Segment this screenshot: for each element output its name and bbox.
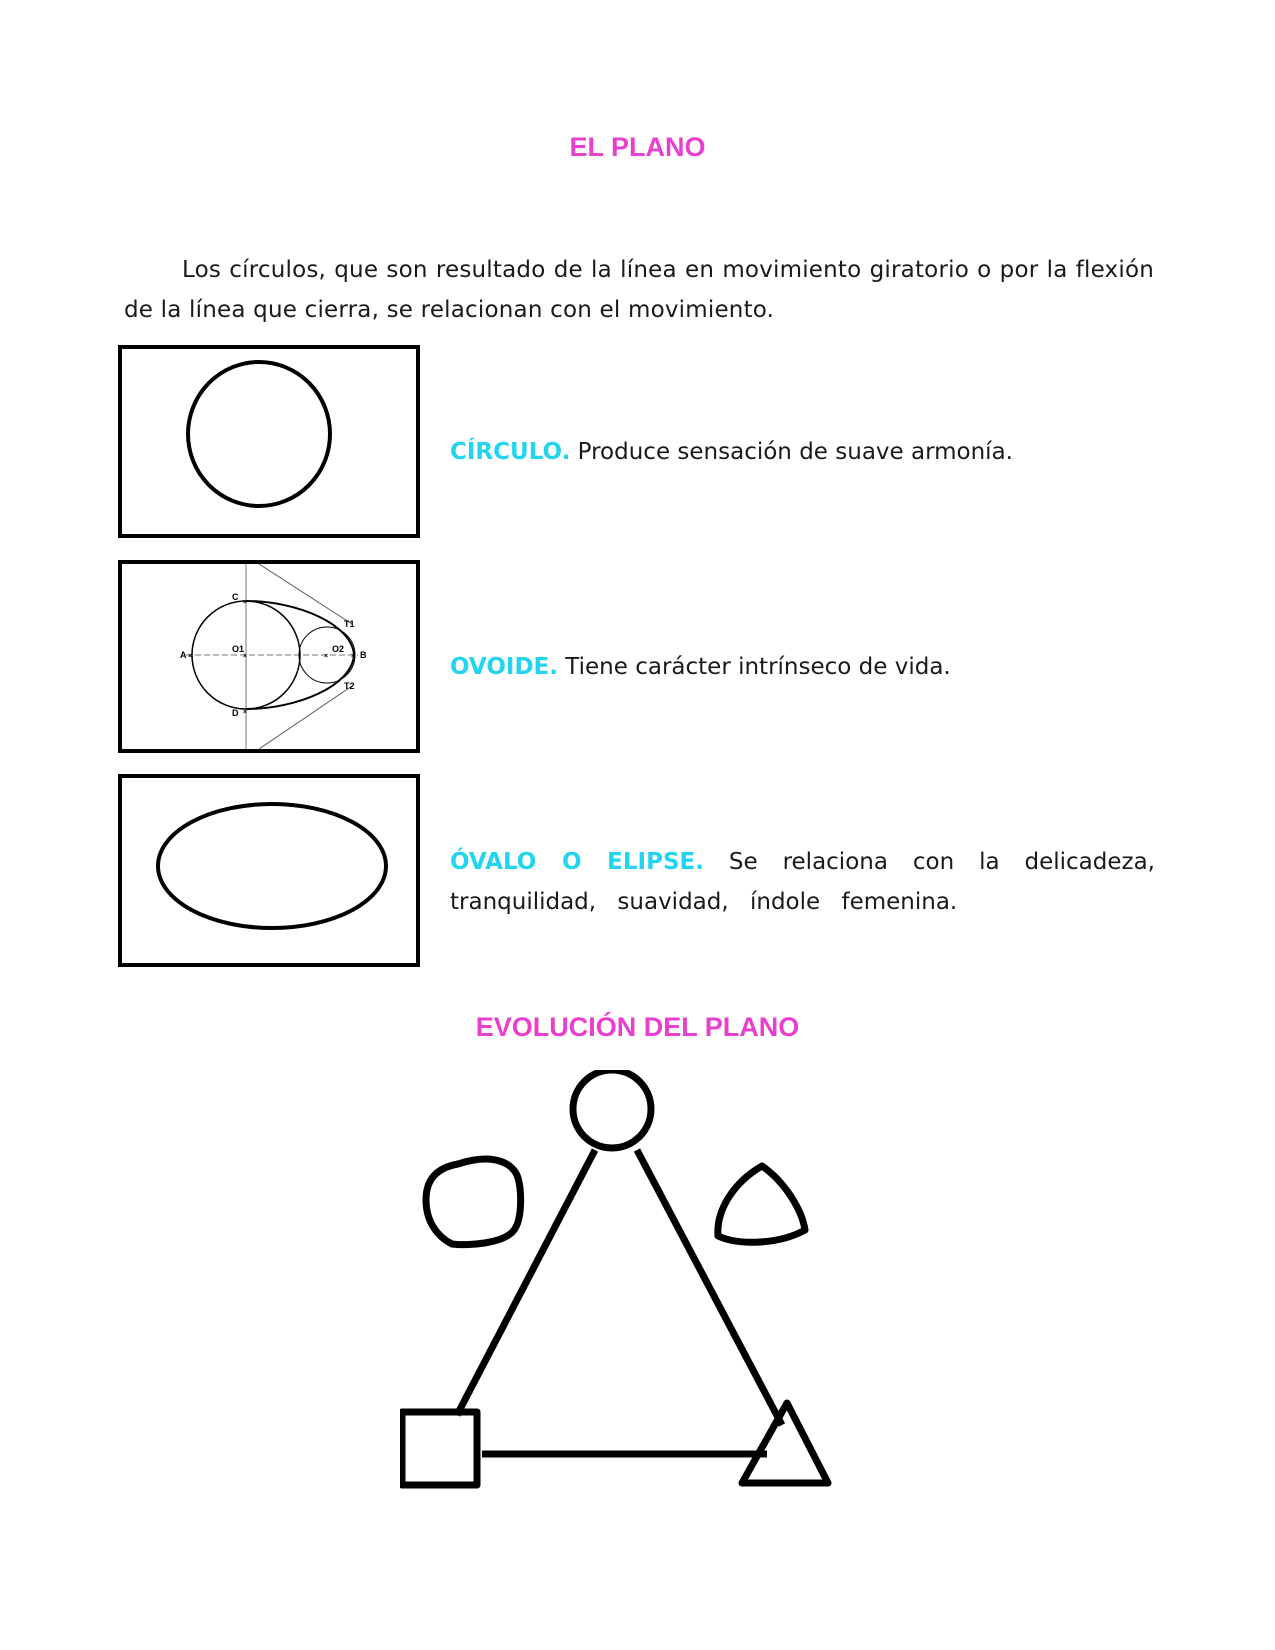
curved-triangle-shape [718, 1166, 805, 1242]
label-t2: T2 [344, 681, 355, 691]
top-circle [573, 1070, 651, 1148]
svg-text:×: × [324, 653, 329, 660]
triangle-left-side [457, 1150, 595, 1415]
label-c: C [232, 592, 239, 602]
ovoid-term: OVOIDE. [450, 654, 558, 680]
ovoid-construction-drawing [122, 564, 416, 749]
label-b: B [360, 650, 367, 660]
label-o2: O2 [332, 644, 345, 654]
circle-term: CÍRCULO. [450, 439, 571, 465]
ovoid-description [450, 647, 1155, 687]
svg-text:×: × [243, 653, 248, 660]
oval-text: Se relaciona con la delicadeza, tranquilidad, suavidad, índole femenina. [450, 849, 1155, 915]
triangle-right-side [637, 1150, 782, 1425]
oval-figure [118, 774, 420, 967]
label-t1: T1 [344, 619, 355, 629]
svg-text:×: × [188, 653, 193, 660]
intro-paragraph: Los círculos, que son resultado de la línea en movimiento giratorio o por la flexión de la línea que cierra, se relacionan con el movimiento. [124, 257, 1154, 323]
oval-drawing [122, 778, 416, 963]
circle-description [450, 432, 1155, 472]
circle-text: Produce sensación de suave armonía. [570, 439, 1013, 465]
page-title: EL PLANO [569, 132, 706, 162]
square-shape [402, 1412, 477, 1485]
circle-figure [118, 345, 420, 538]
small-triangle-shape [742, 1403, 828, 1483]
label-a: A [180, 650, 187, 660]
svg-text:×: × [243, 599, 248, 606]
section-title: EVOLUCIÓN DEL PLANO [475, 1012, 800, 1042]
label-d: D [232, 708, 239, 718]
svg-text:×: × [243, 709, 248, 716]
plane-evolution-diagram [400, 1070, 890, 1530]
rounded-square-shape [426, 1159, 521, 1245]
ovoid-text: Tiene carácter intrínseco de vida. [557, 654, 951, 680]
circle-drawing [122, 349, 416, 534]
oval-term: ÓVALO O ELIPSE. [450, 849, 704, 875]
oval-description [450, 842, 1155, 922]
ovoid-figure [118, 560, 420, 753]
label-o1: O1 [232, 644, 245, 654]
svg-text:×: × [351, 653, 356, 660]
